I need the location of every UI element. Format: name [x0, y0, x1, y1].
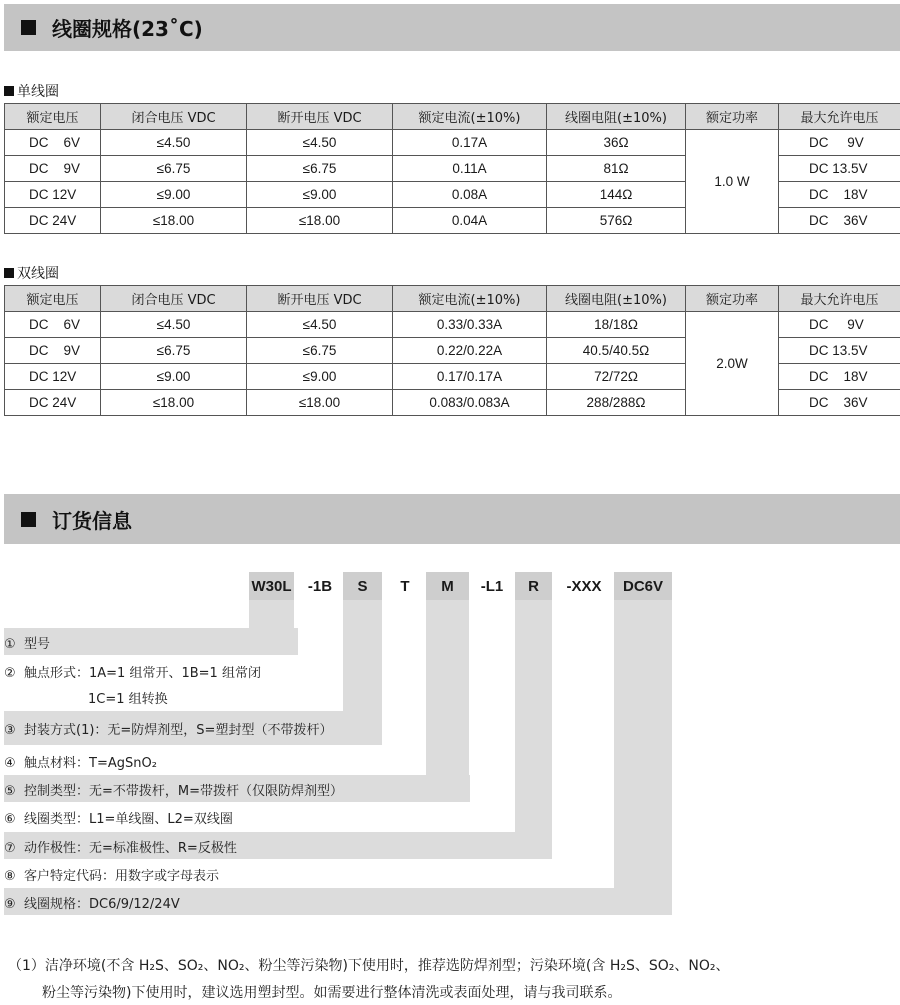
max-voltage-cell: DC 18V	[779, 182, 900, 208]
header-rated-power: 额定功率	[686, 286, 779, 312]
header-coil-resistance: 线圈电阻(±10%)	[547, 286, 686, 312]
option-item-3: ③ 封装方式(1)：无=防焊剂型，S=塑封型（不带拨杆）	[4, 723, 333, 738]
coil-resistance-cell: 72/72Ω	[547, 364, 686, 390]
pickup-voltage-cell: ≤4.50	[101, 130, 247, 156]
code-coil-spec: DC6V	[614, 572, 672, 600]
rated-current-cell: 0.33/0.33A	[393, 312, 547, 338]
option-item-7: ⑦ 动作极性：无=标准极性、R=反极性	[4, 841, 237, 856]
rated-voltage-cell: DC 12V	[5, 364, 101, 390]
rated-current-cell: 0.08A	[393, 182, 547, 208]
header-max-voltage: 最大允许电压	[779, 286, 900, 312]
rated-voltage-cell: DC 6V	[5, 130, 101, 156]
option-item-6: ⑥ 线圈类型：L1=单线圈、L2=双线圈	[4, 812, 233, 827]
table-header-row	[5, 104, 900, 130]
option-item-2-line2: 1C=1 组转换	[88, 692, 168, 707]
footnote-line-1: （1）洁净环境(不含 H₂S、SO₂、NO₂、粉尘等污染物)下使用时，推荐选防焊剂型；污染环境(含 H₂S、SO₂、NO₂、	[8, 958, 730, 974]
header-rated-voltage: 额定电压	[5, 104, 101, 130]
pickup-voltage-cell: ≤6.75	[101, 156, 247, 182]
option-item-4: ④ 触点材料：T=AgSnO₂	[4, 756, 157, 771]
dropout-voltage-cell: ≤9.00	[247, 364, 393, 390]
coil-resistance-cell: 576Ω	[547, 208, 686, 234]
code-polarity: R	[515, 572, 552, 600]
dropout-voltage-cell: ≤6.75	[247, 338, 393, 364]
code-contact-form: -1B	[307, 577, 333, 595]
code-contact-material: T	[400, 577, 410, 595]
code-coil-type: -L1	[480, 577, 504, 595]
max-voltage-cell: DC 13.5V	[779, 156, 900, 182]
max-voltage-cell: DC 9V	[779, 130, 900, 156]
rated-voltage-cell: DC 24V	[5, 390, 101, 416]
coil-resistance-cell: 36Ω	[547, 130, 686, 156]
rated-current-cell: 0.22/0.22A	[393, 338, 547, 364]
code-column-9	[614, 572, 672, 915]
header-max-voltage: 最大允许电压	[779, 104, 900, 130]
code-package: S	[343, 572, 382, 600]
max-voltage-cell: DC 9V	[779, 312, 900, 338]
footnote-line-2: 粉尘等污染物)下使用时，建议选用塑封型。如需要进行整体清洗或表面处理，请与我司联系。	[42, 985, 622, 1001]
option-item-5: ⑤ 控制类型：无=不带拨杆，M=带拨杆（仅限防焊剂型）	[4, 784, 344, 799]
option-item-8: ⑧ 客户特定代码：用数字或字母表示	[4, 869, 220, 884]
double-coil-table	[4, 285, 900, 416]
max-voltage-cell: DC 13.5V	[779, 338, 900, 364]
header-pickup-voltage: 闭合电压 VDC	[101, 104, 247, 130]
square-bullet-icon	[4, 268, 14, 278]
square-bullet-icon	[4, 86, 14, 96]
square-bullet-icon	[21, 20, 36, 35]
dropout-voltage-cell: ≤18.00	[247, 208, 393, 234]
table-row	[5, 312, 900, 338]
order-info-header	[4, 494, 900, 544]
header-rated-current: 额定电流(±10%)	[393, 286, 547, 312]
table-row	[5, 130, 900, 156]
square-bullet-icon	[21, 512, 36, 527]
rated-power-cell: 1.0 W	[686, 130, 779, 234]
max-voltage-cell: DC 36V	[779, 390, 900, 416]
code-customer: -XXX	[566, 577, 602, 595]
rated-power-cell: 2.0W	[686, 312, 779, 416]
coil-spec-title: 线圈规格(23˚C)	[52, 17, 203, 41]
code-model: W30L	[249, 572, 294, 600]
pickup-voltage-cell: ≤9.00	[101, 364, 247, 390]
table-header-row	[5, 286, 900, 312]
option-item-1: ① 型号	[4, 637, 51, 652]
single-coil-table	[4, 103, 900, 234]
rated-voltage-cell: DC 9V	[5, 156, 101, 182]
dropout-voltage-cell: ≤4.50	[247, 130, 393, 156]
coil-resistance-cell: 144Ω	[547, 182, 686, 208]
rated-current-cell: 0.17A	[393, 130, 547, 156]
header-rated-current: 额定电流(±10%)	[393, 104, 547, 130]
header-rated-voltage: 额定电压	[5, 286, 101, 312]
pickup-voltage-cell: ≤4.50	[101, 312, 247, 338]
pickup-voltage-cell: ≤18.00	[101, 390, 247, 416]
code-column-5	[426, 572, 469, 802]
coil-resistance-cell: 288/288Ω	[547, 390, 686, 416]
coil-resistance-cell: 40.5/40.5Ω	[547, 338, 686, 364]
header-rated-power: 额定功率	[686, 104, 779, 130]
rated-voltage-cell: DC 6V	[5, 312, 101, 338]
rated-current-cell: 0.04A	[393, 208, 547, 234]
rated-voltage-cell: DC 9V	[5, 338, 101, 364]
single-coil-label: 单线圈	[4, 81, 59, 101]
pickup-voltage-cell: ≤18.00	[101, 208, 247, 234]
coil-spec-header	[4, 4, 900, 51]
pickup-voltage-cell: ≤9.00	[101, 182, 247, 208]
dropout-voltage-cell: ≤4.50	[247, 312, 393, 338]
max-voltage-cell: DC 36V	[779, 208, 900, 234]
header-dropout-voltage: 断开电压 VDC	[247, 104, 393, 130]
dropout-voltage-cell: ≤18.00	[247, 390, 393, 416]
rated-current-cell: 0.11A	[393, 156, 547, 182]
header-coil-resistance: 线圈电阻(±10%)	[547, 104, 686, 130]
max-voltage-cell: DC 18V	[779, 364, 900, 390]
dropout-voltage-cell: ≤9.00	[247, 182, 393, 208]
pickup-voltage-cell: ≤6.75	[101, 338, 247, 364]
rated-voltage-cell: DC 24V	[5, 208, 101, 234]
header-dropout-voltage: 断开电压 VDC	[247, 286, 393, 312]
code-column-7	[515, 572, 552, 859]
coil-resistance-cell: 81Ω	[547, 156, 686, 182]
rated-voltage-cell: DC 12V	[5, 182, 101, 208]
double-coil-label: 双线圈	[4, 263, 59, 283]
option-item-9: ⑨ 线圈规格：DC6/9/12/24V	[4, 897, 180, 912]
header-pickup-voltage: 闭合电压 VDC	[101, 286, 247, 312]
rated-current-cell: 0.083/0.083A	[393, 390, 547, 416]
dropout-voltage-cell: ≤6.75	[247, 156, 393, 182]
rated-current-cell: 0.17/0.17A	[393, 364, 547, 390]
coil-resistance-cell: 18/18Ω	[547, 312, 686, 338]
order-info-title: 订货信息	[52, 508, 132, 533]
option-item-2: ② 触点形式：1A=1 组常开、1B=1 组常闭	[4, 666, 261, 681]
code-control-type: M	[426, 572, 469, 600]
